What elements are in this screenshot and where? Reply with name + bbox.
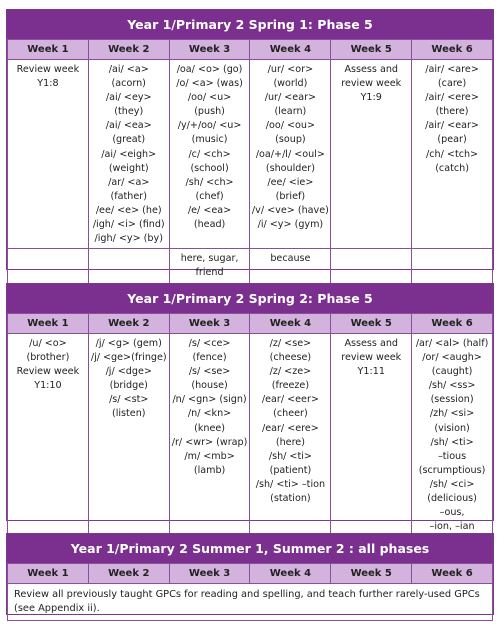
cell-line: here, sugar, xyxy=(180,253,239,265)
table-cell xyxy=(412,249,493,284)
table-cell xyxy=(331,60,412,249)
cell-line: /s/ <se> xyxy=(188,366,231,378)
cell-line: /j/ <g> (gem) xyxy=(95,338,162,349)
spring2-gpc-row xyxy=(8,334,493,537)
table-cell xyxy=(88,249,169,284)
cell-line: Y1:9 xyxy=(360,92,382,104)
week-header: Week 6 xyxy=(412,564,493,584)
cell-line: (fence) xyxy=(192,352,227,364)
cell-line: /n/ <kn> xyxy=(187,408,232,420)
cell-line: /zh/ <si> xyxy=(429,408,475,420)
cell-line: /ear/ <ere> xyxy=(261,422,319,434)
cell-line: (freeze) xyxy=(271,380,310,392)
week-header: Week 4 xyxy=(250,564,331,584)
cell-line: /m/ <mb> xyxy=(184,450,235,462)
week-header: Week 6 xyxy=(412,314,493,334)
cell-line: (delicious) xyxy=(427,493,477,505)
cell-line: /air/ <are> xyxy=(425,64,479,75)
text-line: (see Appendix ii). xyxy=(14,603,100,614)
cell-line: /sh/ <ci> xyxy=(429,478,475,490)
cell-line: /ai/ <ey> xyxy=(105,92,152,104)
cell-line: (station) xyxy=(270,493,311,505)
week-header: Week 1 xyxy=(8,564,89,584)
cell-line: (brief) xyxy=(275,190,306,202)
table-cell xyxy=(88,60,169,249)
spring1-header-row xyxy=(8,40,493,60)
cell-line: (cheese) xyxy=(269,352,312,364)
summer-review-text xyxy=(8,584,493,621)
cell-line: /oo/ <u> xyxy=(187,92,232,104)
cell-line: friend xyxy=(195,267,224,279)
table-cell xyxy=(8,249,89,284)
cell-line: (here) xyxy=(275,436,305,448)
cell-line: /sh/ <ch> xyxy=(185,176,234,188)
week-header: Week 3 xyxy=(169,40,250,60)
cell-line: /e/ <ea> xyxy=(187,204,232,216)
cell-line: /ai/ <eigh> xyxy=(101,148,157,160)
cell-line: /ee/ <e> (he) xyxy=(95,204,162,216)
cell-line: /ai/ <ea> xyxy=(105,120,152,132)
cell-line: –tious xyxy=(437,450,467,462)
cell-line: (lamb) xyxy=(193,464,226,476)
cell-line: /igh/ <y> (by) xyxy=(94,233,163,245)
cell-line: review week xyxy=(341,352,402,364)
week-header: Week 2 xyxy=(88,564,169,584)
cell-line: (listen) xyxy=(111,408,146,420)
cell-line: –ion, –ian xyxy=(429,521,475,533)
summer-title: Year 1/Primary 2 Summer 1, Summer 2 : all phases xyxy=(7,534,493,563)
cell-line: (acorn) xyxy=(111,78,146,90)
spring2-title: Year 1/Primary 2 Spring 2: Phase 5 xyxy=(7,284,493,313)
table-cell xyxy=(412,334,493,537)
cell-line: review week xyxy=(341,78,402,90)
cell-line: /j/ <dge> xyxy=(105,366,152,378)
cell-line: /ee/ <ie> xyxy=(267,176,314,188)
cell-line: Assess and xyxy=(344,64,398,75)
cell-line: (chef) xyxy=(195,190,224,202)
cell-line: (push) xyxy=(194,106,225,118)
cell-line: /j/ <ge>(fringe) xyxy=(90,352,167,364)
cell-line: (learn) xyxy=(274,106,307,118)
cell-line: /or/ <augh> xyxy=(422,352,482,364)
spring1-panel xyxy=(6,9,494,279)
week-header: Week 4 xyxy=(250,40,331,60)
cell-line: /z/ <se> xyxy=(269,338,312,349)
cell-line: /o/ <a> (was) xyxy=(176,78,243,90)
cell-line: /ai/ <a> xyxy=(108,64,149,75)
table-cell xyxy=(8,334,89,537)
cell-line: (cheer) xyxy=(273,408,308,420)
cell-line: (head) xyxy=(193,219,226,231)
cell-line: Y1:11 xyxy=(357,366,385,378)
summer-table xyxy=(7,563,493,621)
spring1-table xyxy=(7,39,493,284)
cell-line: (brother) xyxy=(26,352,70,364)
spring1-gpc-row xyxy=(8,60,493,249)
week-header: Week 1 xyxy=(8,40,89,60)
table-cell xyxy=(8,60,89,249)
cell-line: /v/ <ve> (have) xyxy=(251,204,329,216)
cell-line: /sh/ <ti> –tion xyxy=(255,478,326,490)
table-cell xyxy=(250,60,331,249)
cell-line: /air/ <ere> xyxy=(425,92,479,104)
cell-line: (soup) xyxy=(275,134,306,146)
summer-header-row xyxy=(8,564,493,584)
cell-line: /s/ <ce> xyxy=(188,338,231,349)
table-cell xyxy=(250,249,331,284)
cell-line: /sh/ <ss> xyxy=(428,380,476,392)
spring1-tricky-words-row xyxy=(8,249,493,284)
cell-line: (father) xyxy=(110,190,147,202)
cell-line: /r/ <wr> (wrap) xyxy=(171,436,248,448)
cell-line: (patient) xyxy=(269,464,312,476)
cell-line: /ur/ <ear> xyxy=(264,92,317,104)
cell-line: /i/ <y> (gym) xyxy=(257,219,324,231)
cell-line: /z/ <ze> xyxy=(269,366,312,378)
cell-line: (vision) xyxy=(434,422,470,434)
cell-line: (world) xyxy=(273,78,308,90)
summer-panel xyxy=(6,533,494,615)
cell-line: (knee) xyxy=(194,422,226,434)
cell-line: /y/+/oo/ <u> xyxy=(177,120,242,132)
spring2-table xyxy=(7,313,493,537)
cell-line: (caught) xyxy=(431,366,473,378)
week-header: Week 2 xyxy=(88,40,169,60)
week-header: Week 2 xyxy=(88,314,169,334)
cell-line: (shoulder) xyxy=(265,162,315,174)
table-cell xyxy=(331,334,412,537)
week-header: Week 5 xyxy=(331,314,412,334)
week-header: Week 1 xyxy=(8,314,89,334)
cell-line: /air/ <ear> xyxy=(425,120,479,132)
table-cell xyxy=(169,249,250,284)
text-line: Review all previously taught GPCs for reading and spelling, and teach further rarely-used GPCs xyxy=(14,589,480,600)
cell-line: (scrumptious) xyxy=(418,464,486,476)
cell-line: because xyxy=(270,253,311,265)
summer-review-row xyxy=(8,584,493,621)
cell-line: Assess and xyxy=(344,338,398,349)
cell-line: –ous, xyxy=(439,507,465,519)
cell-line: (they) xyxy=(114,106,144,118)
cell-line: (school) xyxy=(190,162,229,174)
week-header: Week 3 xyxy=(169,564,250,584)
cell-line: (music) xyxy=(191,134,228,146)
table-cell xyxy=(169,334,250,537)
cell-line: (session) xyxy=(430,394,474,406)
cell-line: /igh/ <i> (find) xyxy=(92,219,165,231)
cell-line: (there) xyxy=(435,106,469,118)
cell-line: /oa/+/l/ <oul> xyxy=(255,148,325,160)
cell-line: /u/ <o> xyxy=(29,338,67,349)
table-cell xyxy=(88,334,169,537)
cell-line: (bridge) xyxy=(109,380,148,392)
table-cell xyxy=(331,249,412,284)
cell-line: (pear) xyxy=(437,134,467,146)
cell-line: /oo/ <ou> xyxy=(265,120,316,132)
cell-line: (weight) xyxy=(108,162,149,174)
cell-line: Review week xyxy=(16,366,80,378)
spring2-header-row xyxy=(8,314,493,334)
cell-line: /sh/ <ti> xyxy=(430,436,474,448)
cell-line: /n/ <gn> (sign) xyxy=(172,394,247,406)
cell-line: /s/ <st> xyxy=(109,394,149,406)
cell-line: /ar/ <al> (half) xyxy=(415,338,489,349)
spring2-panel xyxy=(6,283,494,533)
cell-line: /ch/ <tch> xyxy=(426,148,479,160)
table-cell xyxy=(412,60,493,249)
cell-line: (care) xyxy=(437,78,467,90)
cell-line: (house) xyxy=(191,380,228,392)
cell-line: /ar/ <a> xyxy=(108,176,150,188)
table-cell xyxy=(250,334,331,537)
spring1-title: Year 1/Primary 2 Spring 1: Phase 5 xyxy=(7,10,493,39)
cell-line: /ear/ <eer> xyxy=(261,394,319,406)
week-header: Week 4 xyxy=(250,314,331,334)
week-header: Week 3 xyxy=(169,314,250,334)
week-header: Week 6 xyxy=(412,40,493,60)
cell-line: Y1:8 xyxy=(37,78,59,90)
week-header: Week 5 xyxy=(331,564,412,584)
cell-line: (great) xyxy=(112,134,146,146)
cell-line: Review week xyxy=(16,64,80,75)
cell-line: Y1:10 xyxy=(34,380,62,392)
cell-line: (catch) xyxy=(435,162,469,174)
week-header: Week 5 xyxy=(331,40,412,60)
cell-line: /ur/ <or> xyxy=(267,64,314,75)
cell-line: /c/ <ch> xyxy=(188,148,231,160)
cell-line: /sh/ <ti> xyxy=(268,450,312,462)
table-cell xyxy=(169,60,250,249)
cell-line: /oa/ <o> (go) xyxy=(176,64,243,75)
